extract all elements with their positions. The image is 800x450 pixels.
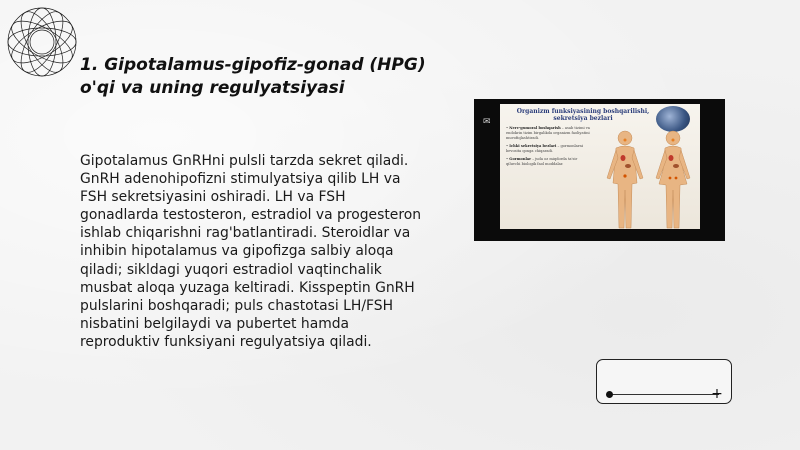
seek-thumb[interactable] <box>606 391 613 398</box>
mail-icon: ✉ <box>483 117 491 127</box>
video-bullet-label: Gormonlar <box>509 157 532 161</box>
video-bullet: • Gormonlar – juda oz miqdorda ta'sir qiluvchi biologik faol moddalar. <box>506 157 578 166</box>
anatomy-figure-male <box>602 128 648 229</box>
video-bullet: • Ichki sekretsiya bezlari – gormonlarni bevosita qonga chiqaradi. <box>506 144 583 153</box>
video-slide-heading: Organizm funksiyasining boshqarilishi, sekretsiya bezlari <box>516 108 650 122</box>
plus-icon[interactable]: + <box>711 386 723 402</box>
embedded-video[interactable] <box>474 99 725 241</box>
video-bullet-text: – juda oz miqdorda ta'sir qiluvchi biologik faol moddalar. <box>506 157 578 166</box>
video-bullet: • Nerv-gumoral boshqarish – asab tizimi va endokrin tizim birgalikda organizm faoliyatini muvofiqlashtiradi. <box>506 126 590 140</box>
slide-body-text: Gipotalamus GnRHni pulsli tarzda sekret qiladi. GnRH adenohipofizni stimulyatsiya qilib LH va FSH sekretsiyasini oshiradi. LH va FSH gonadlarda testosteron, estradiol va progesteron ishlab chiqarishni rag'batlantiradi. Steroidlar va inhibin hipotalamus va gipofizga salbiy aloqa qiladi; sikldagi yuqori estradiol vaqtinchalik musbat aloqa yuzaga keltiradi. Kisspeptin GnRH pulslarini boshqaradi; puls chastotasi LH/FSH nisbatini belgilaydi va pubertet hamda reproduktiv funksiyani regulyatsiya qiladi. <box>80 153 422 350</box>
video-slide-bullets <box>506 126 590 170</box>
media-control-box[interactable] <box>596 359 732 404</box>
video-bullet-label: Ichki sekretsiya bezlari <box>509 144 557 148</box>
video-bullet-text: – gormonlarni bevosita qonga chiqaradi. <box>506 144 583 153</box>
slide-title: 1. Gipotalamus-gipofiz-gonad (HPG) o'qi va uning regulyatsiyasi <box>80 55 426 98</box>
spirograph-logo-icon <box>6 6 78 78</box>
seek-track[interactable] <box>609 394 719 395</box>
video-slide-frame <box>500 104 700 229</box>
video-bullet-text: – asab tizimi va endokrin tizim birgalikda organizm faoliyatini muvofiqlashtiradi. <box>506 126 590 140</box>
anatomy-figure-female <box>650 128 696 229</box>
video-bullet-label: Nerv-gumoral boshqarish <box>509 126 561 130</box>
